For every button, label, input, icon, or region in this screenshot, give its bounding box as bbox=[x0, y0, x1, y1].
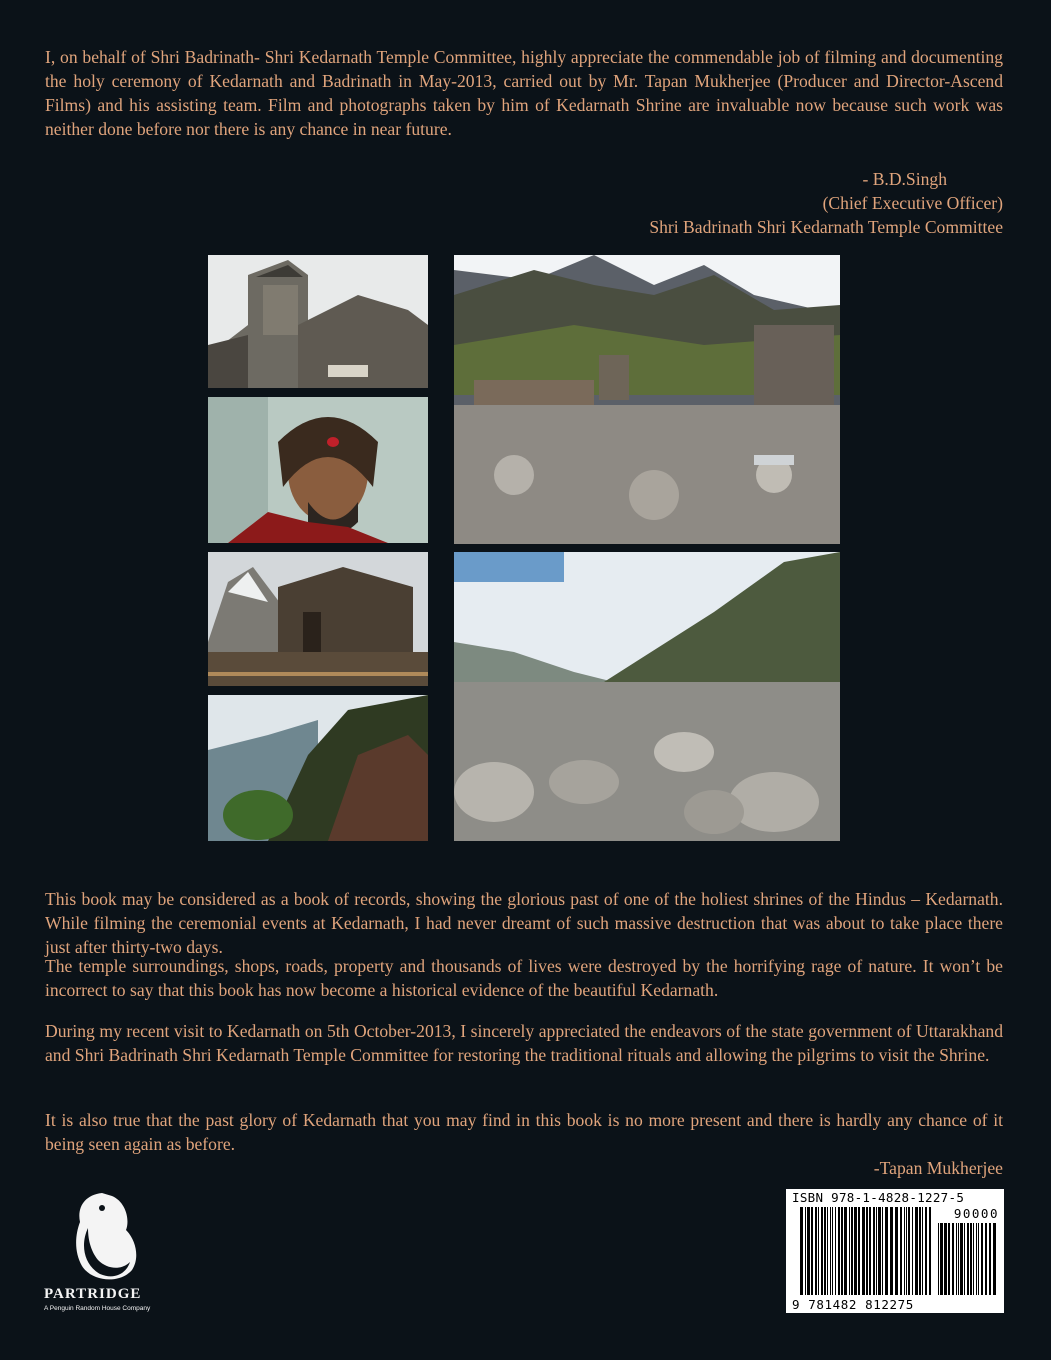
forest-slope-photo bbox=[208, 695, 428, 841]
signature-title: (Chief Executive Officer) bbox=[822, 193, 1003, 213]
signature-name: - B.D.Singh bbox=[862, 169, 947, 189]
boulder-valley-photo bbox=[454, 552, 840, 841]
isbn-barcode bbox=[786, 1189, 1004, 1313]
endorsement-text: I, on behalf of Shri Badrinath- Shri Kedarnath Temple Committee, highly appreciate the commendable job of filming and documenting the holy ceremony of Kedarnath and Badrinath in May-2013, carried out by Mr. Tapan Mukherjee (Producer and Director-Ascend Films) and his assisting team. Film and photographs taken by him of Kedarnath Shrine are invaluable now because such work was neither done before nor there is any chance in near future. bbox=[45, 47, 1003, 139]
body-paragraph-3: During my recent visit to Kedarnath on 5th October-2013, I sincerely appreciated the endeavors of the state government of Uttarakhand and Shri Badrinath Shri Kedarnath Temple Committee for restoring the traditional rituals and allowing the pilgrims to visit the Shrine. bbox=[45, 1021, 1003, 1065]
body-paragraph-2: The temple surroundings, shops, roads, property and thousands of lives were destroyed by the horrifying rage of nature. It won’t be incorrect to say that this book has now become a historical evidence of the beautiful Kedarnath. bbox=[45, 956, 1003, 1000]
flood-destruction-photo bbox=[454, 255, 840, 544]
price-barcode-bars bbox=[938, 1223, 996, 1295]
partridge-bird-logo bbox=[44, 1190, 164, 1290]
barcode-number: 9 781482 812275 bbox=[792, 1297, 914, 1312]
barcode-bars bbox=[800, 1207, 934, 1295]
body-paragraph-4: It is also true that the past glory of Kedarnath that you may find in this book is no more present and there is hardly any chance of it being seen again as before. bbox=[45, 1110, 1003, 1154]
temple-tower-photo bbox=[208, 255, 428, 388]
isbn-label: ISBN 978-1-4828-1227-5 bbox=[792, 1190, 965, 1205]
publisher-name: PARTRIDGE bbox=[44, 1286, 142, 1302]
body-paragraph-1: This book may be considered as a book of records, showing the glorious past of one of the holiest shrines of the Hindus – Kedarnath. While filming the ceremonial events at Kedarnath, I had never dreamt of such massive destruction that was about to take place there just after thirty-two days. bbox=[45, 889, 1003, 957]
kedarnath-temple-photo bbox=[208, 552, 428, 686]
publisher-tagline: A Penguin Random House Company bbox=[44, 1305, 151, 1312]
author-signature: -Tapan Mukherjee bbox=[873, 1158, 1003, 1178]
signature-org: Shri Badrinath Shri Kedarnath Temple Committee bbox=[649, 217, 1003, 237]
sadhu-portrait-photo bbox=[208, 397, 428, 543]
price-code: 90000 bbox=[953, 1206, 999, 1221]
